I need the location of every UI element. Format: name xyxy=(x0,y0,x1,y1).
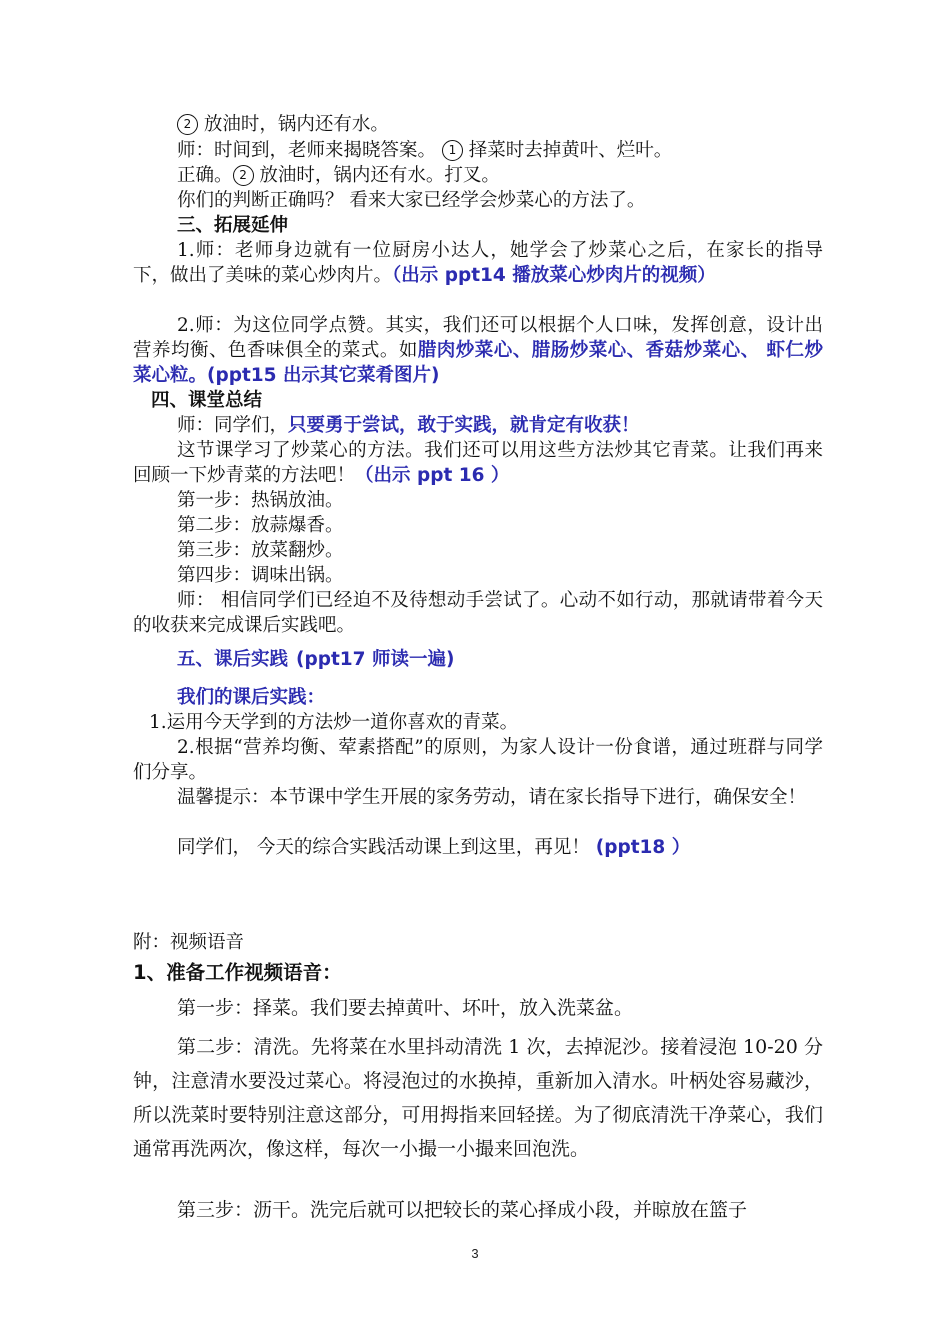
practice-item-2: 2.根据“营养均衡、荤素搭配”的原则，为家人设计一份食谱，通过班群与同学们分享。 xyxy=(133,737,823,783)
section-heading-practice: 五、课后实践 (ppt17 师读一遍) xyxy=(177,649,455,670)
section-heading-expand: 三、拓展延伸 xyxy=(177,215,289,236)
appendix-step-3: 第三步：沥干。洗完后就可以把较长的菜心择成小段，并晾放在篮子 xyxy=(177,1199,748,1221)
summary-step-4: 第四步：调味出锅。 xyxy=(177,565,344,586)
line-teacher-answer: 师：时间到，老师来揭晓答案。 1 择菜时去掉黄叶、烂叶。 xyxy=(177,140,673,161)
practice-item-1: 1.运用今天学到的方法炒一道你喜欢的青菜。 xyxy=(149,712,519,733)
practice-title: 我们的课后实践： xyxy=(177,687,326,708)
page-number: 3 xyxy=(471,1246,479,1261)
practice-tip: 温馨提示：本节课中学生开展的家务劳动，请在家长指导下进行，确保安全！ xyxy=(177,787,807,808)
appendix-heading: 1、准备工作视频语音： xyxy=(133,961,342,984)
summary-step-3: 第三步：放菜翻炒。 xyxy=(177,540,344,561)
paragraph-summary-1: 师：同学们，只要勇于尝试，敢于实践，就肯定有收获！ xyxy=(177,415,640,436)
appendix-label: 附：视频语音 xyxy=(133,932,245,953)
line-correct: 正确。 2 放油时，锅内还有水。打叉。 xyxy=(177,165,500,186)
paragraph-summary-2: 这节课学习了炒菜心的方法。我们还可以用这些方法炒其它青菜。让我们再来回顾一下炒青菜的方法吧！（出示 ppt 16 ） xyxy=(133,440,823,486)
line-judgement: 你们的判断正确吗？ 看来大家已经学会炒菜心的方法了。 xyxy=(177,190,646,211)
summary-step-1: 第一步：热锅放油。 xyxy=(177,490,344,511)
appendix-step-1: 第一步：择菜。我们要去掉黄叶、坏叶，放入洗菜盆。 xyxy=(177,997,634,1019)
practice-goodbye: 同学们， 今天的综合实践活动课上到这里，再见！ (ppt18 ） xyxy=(177,837,691,858)
paragraph-expand-2: 2.师：为这位同学点赞。其实，我们还可以根据个人口味，发挥创意，设计出营养均衡、色香味俱全的菜式。如腊肉炒菜心、腊肠炒菜心、香菇炒菜心、 虾仁炒菜心粒。(ppt15 出示其它菜肴图片) xyxy=(133,315,823,386)
circled-number-2: 2 xyxy=(233,165,254,186)
circled-number-1: 1 xyxy=(442,140,463,161)
paragraph-expand-1: 1.师：老师身边就有一位厨房小达人，她学会了炒菜心之后，在家长的指导下，做出了美味的菜心炒肉片。（出示 ppt14 播放菜心炒肉片的视频） xyxy=(133,240,823,286)
section-heading-summary: 四、课堂总结 xyxy=(151,390,263,411)
circled-number-2: 2 xyxy=(177,114,198,135)
appendix-step-2: 第二步：清洗。先将菜在水里抖动清洗 1 次，去掉泥沙。接着浸泡 10-20 分钟，注意清水要没过菜心。将浸泡过的水换掉，重新加入清水。叶柄处容易藏沙，所以洗菜时要特别注意这部分，可用拇指来回轻搓。为了彻底清洗干净菜心，我们通常再洗两次，像这样，每次一小撮一小撮来回泡洗。 xyxy=(133,1036,823,1160)
summary-step-2: 第二步：放蒜爆香。 xyxy=(177,515,344,536)
paragraph-summary-closing: 师： 相信同学们已经迫不及待想动手尝试了。心动不如行动，那就请带着今天的收获来完成课后实践吧。 xyxy=(133,590,823,636)
line-oil-water: 2 放油时，锅内还有水。 xyxy=(133,112,823,137)
